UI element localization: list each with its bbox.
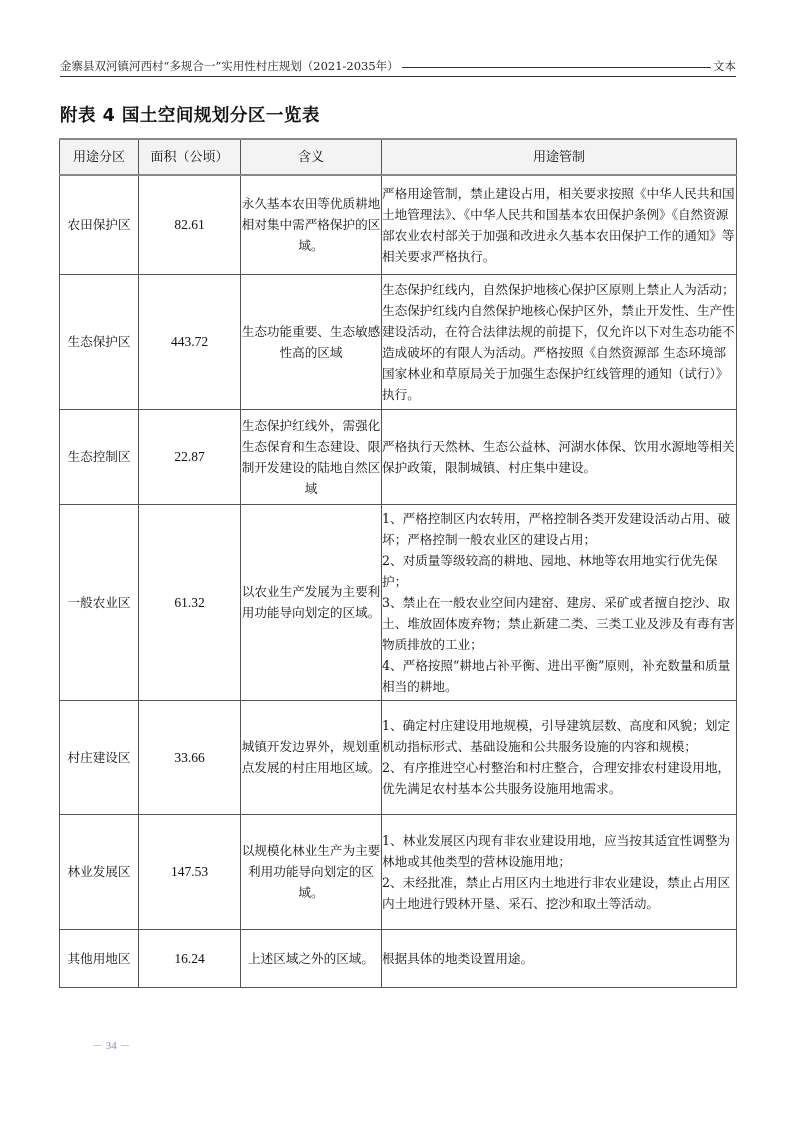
cell-meaning: 以规模化林业生产为主要利用功能导向划定的区域。	[241, 814, 382, 929]
cell-zone: 其他用地区	[60, 929, 139, 987]
cell-area: 147.53	[139, 814, 241, 929]
table-row	[60, 814, 737, 929]
table-row	[60, 175, 737, 274]
control-item: 严格用途管制，禁止建设占用，相关要求按照《中华人民共和国土地管理法》、《中华人民共和国基本农田保护条例》《自然资源部农业农村部关于加强和改进永久基本农田保护工作的通知》等相关要求严格执行。	[382, 185, 735, 264]
table-row	[60, 700, 737, 814]
control-item: 1、林业发展区内现有非农业建设用地，应当按其适宜性调整为林地或其他类型的营林设施用地；	[382, 832, 731, 869]
header-zone: 用途分区	[60, 139, 139, 175]
table-row	[60, 504, 737, 700]
cell-meaning: 以农业生产发展为主要利用功能导向划定的区域。	[241, 504, 382, 700]
cell-meaning: 生态保护红线外，需强化生态保育和生态建设、限制开发建设的陆地自然区域	[241, 409, 382, 504]
cell-zone: 农田保护区	[60, 175, 139, 274]
header-control: 用途管制	[382, 139, 737, 175]
table-row	[60, 929, 737, 987]
cell-area: 443.72	[139, 274, 241, 409]
cell-control	[382, 274, 737, 409]
cell-area: 22.87	[139, 409, 241, 504]
cell-zone: 林业发展区	[60, 814, 139, 929]
cell-control	[382, 814, 737, 929]
cell-control	[382, 175, 737, 274]
zoning-table	[59, 138, 737, 988]
cell-meaning: 城镇开发边界外，规划重点发展的村庄用地区域。	[241, 700, 382, 814]
page-title: 附表 4 国土空间规划分区一览表	[60, 106, 320, 126]
cell-area: 33.66	[139, 700, 241, 814]
page-number: － 34 －	[92, 1040, 131, 1052]
control-item: 3、禁止在一般农业空间内建窑、建房、采矿或者擅自挖沙、取土、堆放固体废弃物；禁止新建二类、三类工业及涉及有毒有害物质排放的工业；	[382, 594, 735, 652]
table-row	[60, 409, 737, 504]
cell-control	[382, 504, 737, 700]
cell-control	[382, 929, 737, 987]
cell-control	[382, 700, 737, 814]
cell-meaning: 永久基本农田等优质耕地相对集中需严格保护的区域。	[241, 175, 382, 274]
control-item: 2、对质量等级较高的耕地、园地、林地等农用地实行优先保护；	[382, 552, 718, 589]
cell-meaning: 上述区域之外的区域。	[241, 929, 382, 987]
header-meaning: 含义	[241, 139, 382, 175]
running-header-rule	[402, 67, 711, 68]
control-item: 2、未经批准，禁止占用区内土地进行非农业建设，禁止占用区内土地进行毁林开垦、采石、挖沙和取土等活动。	[382, 874, 731, 911]
cell-area: 82.61	[139, 175, 241, 274]
cell-zone: 一般农业区	[60, 504, 139, 700]
control-item: 2、有序推进空心村整治和村庄整合，合理安排农村建设用地，优先满足农村基本公共服务设施用地需求。	[382, 760, 731, 796]
cell-zone: 生态控制区	[60, 409, 139, 504]
running-header-title: 金寨县双河镇河西村“多规合一”实用性村庄规划（2021-2035年）	[60, 59, 399, 73]
cell-control	[382, 409, 737, 504]
cell-meaning: 生态功能重要、生态敏感性高的区域	[241, 274, 382, 409]
running-header-right: 文本	[713, 59, 736, 73]
cell-zone: 村庄建设区	[60, 700, 139, 814]
cell-area: 61.32	[139, 504, 241, 700]
header-area: 面积（公顷）	[139, 139, 241, 175]
running-header	[60, 58, 736, 77]
control-item: 严格执行天然林、生态公益林、河湖水体保、饮用水源地等相关保护政策，限制城镇、村庄集中建设。	[382, 438, 735, 475]
table-body	[60, 175, 737, 987]
control-item: 生态保护红线内，自然保护地核心保护区原则上禁止人为活动；生态保护红线内自然保护地核心保护区外，禁止开发性、生产性建设活动，在符合法律法规的前提下，仅允许以下对生态功能不造成破坏的有限人为活动。严格按照《自然资源部 生态环境部 国家林业和草原局关于加强生态保护红线管理的通知（试行）》执行。	[382, 281, 735, 402]
control-item: 1、确定村庄建设用地规模，引导建筑层数、高度和风貌；划定机动指标形式、基础设施和公共服务设施的内容和规模；	[382, 718, 731, 754]
control-item: 根据具体的地类设置用途。	[382, 950, 534, 966]
table-row	[60, 274, 737, 409]
cell-zone: 生态保护区	[60, 274, 139, 409]
control-item: 1、严格控制区内农转用，严格控制各类开发建设活动占用、破坏；严格控制一般农业区的建设占用；	[382, 510, 731, 547]
table-header-row	[60, 139, 737, 175]
control-item: 4、严格按照“耕地占补平衡、进出平衡”原则，补充数量和质量相当的耕地。	[382, 657, 731, 694]
cell-area: 16.24	[139, 929, 241, 987]
